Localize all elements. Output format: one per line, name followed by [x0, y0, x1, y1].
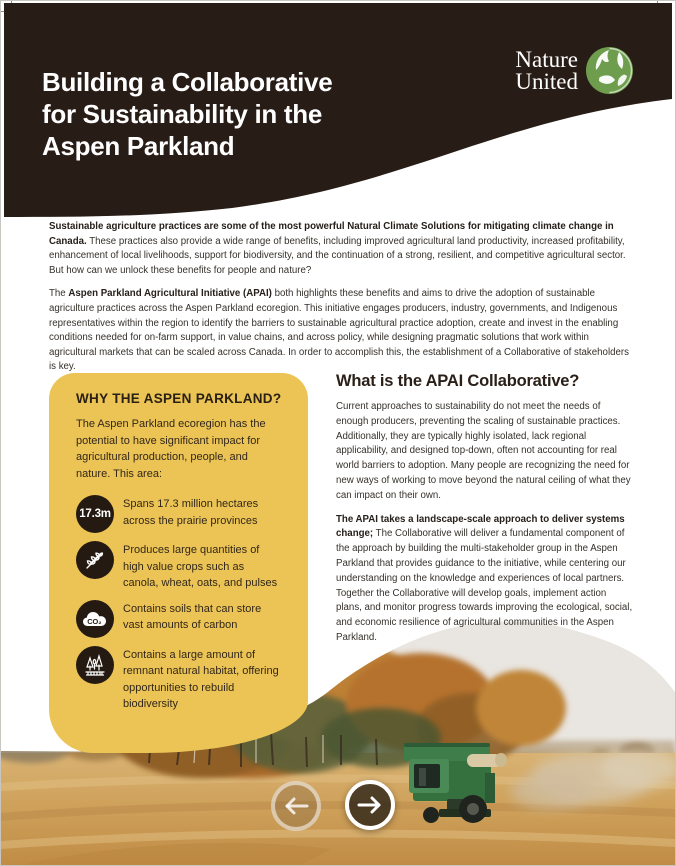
- bullet-text: Contains soils that can store vast amounts of carbon: [123, 602, 262, 631]
- logo-word-nature: Nature: [515, 46, 578, 72]
- list-item: [76, 600, 282, 638]
- intro-p1-body: These practices also provide a wide range of benefits, including improved agricultural land productivity, increased profitability, enhancement of local livelihoods, support for biodiversity, and the continuation of a strong, resilient, and competitive agricultural sector. But how can we unlock these benefits for people and nature?: [49, 235, 626, 276]
- list-item: [76, 646, 282, 713]
- globe-leaf-icon: [586, 47, 633, 94]
- hectares-badge-label: 17.3m: [79, 508, 111, 520]
- intro-paragraph-2: [49, 287, 633, 375]
- wheat-icon: [76, 541, 114, 579]
- list-item: [76, 541, 282, 592]
- co2-label: CO₂: [87, 616, 102, 626]
- previous-slide-button[interactable]: [271, 781, 321, 831]
- co2-cloud-icon: [76, 600, 114, 638]
- trees-glyph: [82, 652, 108, 678]
- intro-paragraph-1: [49, 220, 633, 278]
- section-p2-body: The Collaborative will deliver a fundamental component of the approach by building the multi-stakeholder group in the Aspen Parkland that provides guidance to the initiative, while centering our understanding on the knowledge and experiences of local partners. Together the Collaborative will develop goals, implement action plans, and monitor progress towards improving the ecological, social, and economic resilience of agricultural communities in the Aspen Parkland.: [336, 528, 633, 643]
- bullet-text: Contains a large amount of remnant natural habitat, offering opportunities to rebuild biodiversity: [123, 648, 279, 710]
- trees-habitat-icon: [76, 646, 114, 684]
- nature-united-wordmark: [515, 46, 578, 94]
- page-title-line: for Sustainability in the: [42, 99, 322, 130]
- page-title: [42, 66, 332, 162]
- next-slide-button[interactable]: [345, 780, 395, 830]
- intro-p2-lead: Aspen Parkland Agricultural Initiative (APAI): [68, 288, 272, 300]
- co2-cloud-glyph: [81, 608, 109, 630]
- intro-text-block: [49, 220, 633, 384]
- page-title-line: Building a Collaborative: [42, 67, 333, 98]
- bullet-text: Spans 17.3 million hectares across the prairie provinces: [123, 498, 259, 527]
- page-title-line: Aspen Parkland: [42, 131, 235, 162]
- intro-p2-body: both highlights these benefits and aims to drive the adoption of sustainable agriculture practices across the Aspen Parkland ecoregion. This initiative engages producers, industry, governments, and Indigenous representatives within the region to identify the barriers to sustainable agricultural practice adoption, create and invest in the enabling conditions needed for on-farm support, in value chains, and across policy, while designing pragmatic solutions that work within agricultural markets that can be scaled across Canada. In order to accomplish this, the establishment of a Collaborative of stakeholders is key.: [49, 288, 629, 373]
- section-p2-lead: The APAI takes a landscape-scale approach to deliver systems change;: [336, 513, 625, 540]
- list-item: [76, 495, 282, 533]
- hectares-badge-icon: [76, 495, 114, 533]
- nature-united-logo: [515, 47, 633, 94]
- bullet-text: Produces large quantities of high value crops such as canola, wheat, oats, and pulses: [123, 544, 278, 589]
- section-heading: What is the APAI Collaborative?: [336, 372, 580, 390]
- arrow-right-icon: [357, 796, 383, 814]
- section-paragraph-2: [336, 513, 633, 646]
- intro-p2-pre: The: [49, 288, 69, 300]
- wheat-glyph: [83, 548, 107, 572]
- apai-collaborative-section: [336, 372, 633, 655]
- why-card-intro: The Aspen Parkland ecoregion has the potential to have significant impact for agricultural production, people, and nature. This area:: [76, 418, 266, 480]
- section-paragraph-1: Current approaches to sustainability do not meet the needs of enough producers, preventing the scaling of sustainable practices. Additionally, they are typically highly isolated, lack regional applicability, and designed top-down, often not accounting for real world barriers to adoption. Many people are recognizing the need for new ways of working to move beyond the natural ceiling of what they can impact on their own.: [336, 401, 631, 501]
- why-aspen-parkland-card: [49, 373, 308, 753]
- why-card-heading: WHY THE ASPEN PARKLAND?: [76, 391, 282, 406]
- intro-p1-lead: Sustainable agriculture practices are some of the most powerful Natural Climate Solutions for mitigating climate change in Canada.: [49, 221, 614, 247]
- arrow-left-icon: [283, 797, 309, 815]
- logo-word-united: United: [515, 68, 578, 94]
